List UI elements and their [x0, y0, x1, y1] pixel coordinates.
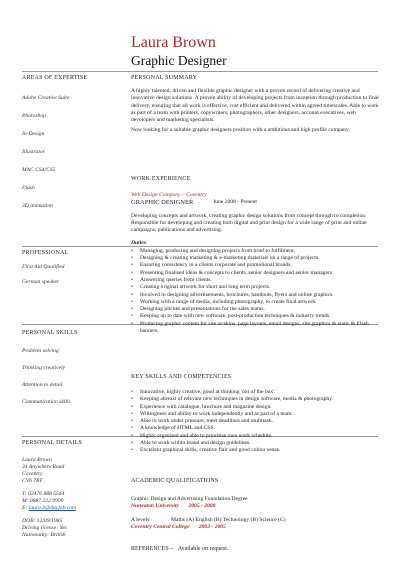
- professional-item: First Aid Qualified: [22, 264, 65, 270]
- expertise-item: 3D animation: [22, 203, 53, 209]
- expertise-item: MAC CS4/CS5: [22, 167, 56, 173]
- list-item: • Keeping up to date with new software, post-production techniques & industry trends.: [131, 313, 381, 320]
- expertise-item: In-Design: [22, 131, 45, 137]
- list-item: • Managing, producing and designing projects from brief to fulfilment.: [131, 248, 381, 255]
- degree-name: Graphic Design and Advertising Foundation Degree: [131, 496, 248, 502]
- university-dates: 2005 - 2008: [188, 503, 216, 510]
- list-item: • Keeping abreast of relevant new techniques in design software, media & photography.: [131, 396, 381, 403]
- list-item: • Able to work under pressure, meet deadlines and multitask.: [131, 418, 381, 425]
- summary-heading: PERSONAL SUMMARY: [131, 75, 198, 81]
- duties-list: [131, 248, 381, 336]
- list-item: • A knowledge of HTML and CSS.: [131, 425, 381, 432]
- college-line: [131, 524, 381, 531]
- job-dates: June 2008 - Present: [213, 199, 257, 206]
- qualifications-heading: ACADEMIC QUALIFICATIONS: [131, 478, 219, 484]
- list-item: • Presenting finalised ideas & concepts to clients, senior designers and senior managers.: [131, 270, 381, 277]
- candidate-role: Graphic Designer: [131, 53, 227, 68]
- list-item: • Designing & creating marketing & e-marketing materials on a range of projects.: [131, 255, 381, 262]
- a-levels-label: A levels:: [131, 516, 151, 523]
- skill-item: Thinking creatively: [22, 365, 66, 371]
- university-name: Nuneaton University: [131, 503, 180, 510]
- qualifications-section: [131, 496, 381, 531]
- phone-landline: T: 02476 888 5544: [22, 491, 65, 497]
- references-text: Available on request.: [177, 546, 229, 552]
- list-item: • Creating original artwork for short and long term projects.: [131, 284, 381, 291]
- list-item: • Able to work within brand and design guidelines.: [131, 440, 381, 447]
- list-item: • Working with a range of media, including photography, to create final artwork.: [131, 299, 381, 306]
- summary-paragraph: A highly talented, driven and flexible graphic designer with a proven record of delivering creative and innovative design solutions. A proven ability of developing projects from inception through production to final delivery, ensuring that all work is effective, cost efficient and delivered within agreed timescales. Able to work as part of a team with printers, copywriters, photographers, other designers, account executives, web developers and marketing specialists.: [131, 88, 379, 124]
- professional-heading: PROFESSIONAL: [22, 250, 69, 256]
- email-link[interactable]: laura.b@dayjob.com: [28, 505, 77, 511]
- list-item: • Answering queries from clients.: [131, 277, 381, 284]
- a-levels-grades: Maths (A) English (B) Technology (B) Science (C): [171, 516, 286, 523]
- email-line: E: laura.b@dayjob.com: [22, 505, 77, 511]
- list-item: • Excellent graphical skills, creative flair and good colour sense.: [131, 447, 381, 454]
- list-item: • Ensuring consistency in a clients corporate and promotional brands.: [131, 262, 381, 269]
- driving-license: Driving license: Yes: [22, 525, 67, 531]
- personal-skills-list: [22, 348, 118, 416]
- skill-item: Problem solving: [22, 348, 59, 354]
- key-skills-section: [131, 389, 381, 455]
- expertise-heading: AREAS OF EXPERTISE: [22, 75, 88, 81]
- job-description: Developing concepts and artwork, creating graphic design solutions from concept through to completion. Responsible for developing and creating both digital and print design for a wide range of print and online campaigns, publications and advertising.: [131, 212, 367, 234]
- list-item: • Willingness and ability to work independently and as part of a team.: [131, 411, 381, 418]
- list-item: • Highly organised and able to prioritise own work schedule.: [131, 433, 381, 440]
- experience-heading: WORK EXPERIENCE: [131, 176, 191, 182]
- references-line: [131, 546, 381, 553]
- key-skills-heading: KEY SKILLS AND COMPETENCIES: [131, 374, 232, 380]
- summary-paragraph: Now looking for a suitable graphic designers position with a ambitious and high profile company.: [131, 127, 350, 134]
- key-skills-list: [131, 389, 381, 455]
- candidate-name: Laura Brown: [131, 34, 216, 51]
- references-heading: REFERENCES –: [131, 546, 174, 552]
- list-item: • Designing pitches and presentations for the sales teams.: [131, 306, 381, 313]
- list-item: • Involved in designing advertisements, brochures, handouts, flyers and online graphics.: [131, 292, 381, 299]
- expertise-item: Adobe Creative Suite: [22, 95, 70, 101]
- phone-mobile: M: 0887 222 9999: [22, 498, 64, 504]
- nationality: Nationality: British: [22, 532, 66, 538]
- date-of-birth: DOB: 12/09/1985: [22, 518, 63, 524]
- expertise-item: Photoshop: [22, 113, 46, 119]
- professional-list: [22, 264, 118, 294]
- college-name: Coventry Central College: [131, 523, 190, 530]
- job-title-row: [131, 199, 381, 206]
- professional-item: German speaker: [22, 279, 60, 285]
- experience-section: [131, 192, 381, 335]
- skill-item: Communication skills: [22, 399, 71, 405]
- address-line: 34 Anywhere Road: [22, 464, 65, 470]
- expertise-list: [22, 95, 118, 221]
- list-item: • Producing graphic content for site re-skins, page layouts, email designs, site graphics & static & Flash banners.: [131, 321, 381, 336]
- a-levels-row: [131, 517, 381, 524]
- job-title: GRAPHIC DESIGNER: [131, 199, 194, 207]
- personal-skills-heading: PERSONAL SKILLS: [22, 330, 78, 336]
- expertise-item: Flash: [22, 185, 35, 191]
- expertise-item: Illustrator: [22, 149, 46, 155]
- summary-section: [131, 88, 381, 135]
- duties-label: Duties:: [131, 240, 148, 247]
- skill-item: Attention to detail: [22, 382, 63, 388]
- company-name: Web Design Company – Coventry: [131, 192, 207, 198]
- address-line: Coventry: [22, 471, 43, 477]
- list-item: • Innovative, highly creative, good at thinking 'out of the box'.: [131, 389, 381, 396]
- personal-details-heading: PERSONAL DETAILS: [22, 440, 82, 446]
- divider: [22, 71, 378, 72]
- address-line: Laura Brown: [22, 457, 52, 463]
- personal-details: [22, 457, 118, 539]
- college-dates: 2003 - 2005: [198, 523, 226, 530]
- address-line: CV6 7RF: [22, 478, 43, 484]
- list-item: • Experience with catalogue, brochure and magazine design.: [131, 404, 381, 411]
- university-line: [131, 503, 381, 510]
